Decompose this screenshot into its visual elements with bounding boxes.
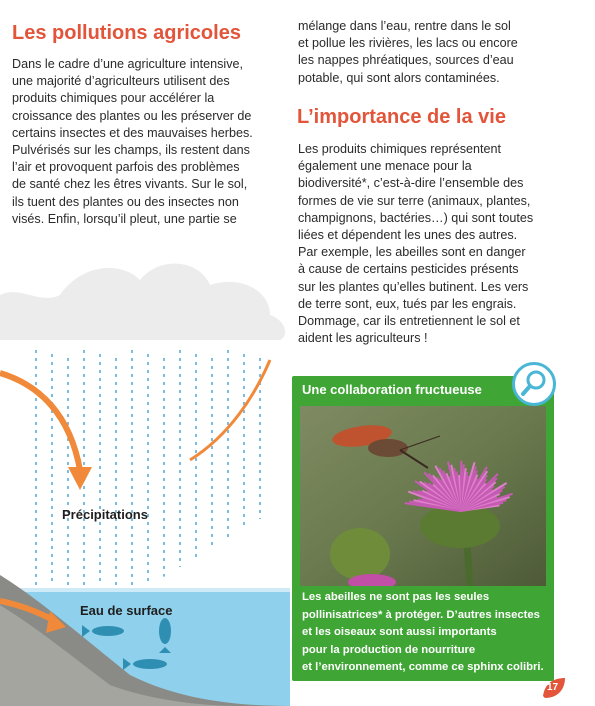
caption-line: pour la production de nourriture xyxy=(302,643,476,656)
text-line: ils tuent des plantes ou des insectes non xyxy=(12,194,239,209)
section-title-pollutions: Les pollutions agricoles xyxy=(12,22,241,44)
text-line: à cause de certains pesticides présents xyxy=(298,262,519,277)
text-line: de santé chez les êtres vivants. Sur le sol, xyxy=(12,177,248,192)
label-surface-water: Eau de surface xyxy=(80,603,173,618)
text-line: formes de vie sur terre (animaux, plantes, xyxy=(298,193,531,208)
text-line: Dommage, car ils entretiennent le sol et xyxy=(298,314,520,329)
caption-line: pollinisatrices* à protéger. D’autres insectes xyxy=(302,608,540,621)
text-line: Par exemple, les abeilles sont en danger xyxy=(298,245,526,260)
text-line: de terre sont, eux, tués par les engrais. xyxy=(298,296,517,311)
sphinx-thistle-photo xyxy=(300,406,546,586)
caption-line: et l’environnement, comme ce sphinx colibri. xyxy=(302,661,544,674)
page-number: 17 xyxy=(547,682,559,693)
cloud-shape xyxy=(0,264,285,340)
caption-line: et les oiseaux sont aussi importants xyxy=(302,626,497,639)
caption-line: Les abeilles ne sont pas les seules xyxy=(302,591,490,603)
water-cycle-illustration xyxy=(0,255,290,706)
collaboration-info-box xyxy=(292,376,554,681)
text-line: potable, qui sont alors contaminées. xyxy=(298,70,500,85)
text-line: visés. Enfin, lorsqu’il pleut, une partie se xyxy=(12,211,237,226)
magnifier-badge xyxy=(512,362,556,406)
text-line: Pulvérisés sur les champs, ils restent dans xyxy=(12,143,250,158)
text-line: l’air et provoquent parfois des problèmes xyxy=(12,160,240,175)
text-line: biodiversité*, c’est-à-dire l’ensemble des xyxy=(298,176,524,191)
water-surface-line xyxy=(0,588,290,592)
arrow-left-head xyxy=(68,467,92,490)
paragraph-importance xyxy=(298,141,566,347)
collaboration-caption xyxy=(302,589,547,677)
photo-drawing xyxy=(300,406,546,586)
text-line: champignons, bactéries…) qui sont toutes xyxy=(298,210,534,225)
paragraph-pollutions xyxy=(12,56,287,228)
text-line: produits chimiques pour accélérer la xyxy=(12,91,215,106)
text-line: croissance des plantes ou les préserver de xyxy=(12,108,252,123)
text-line: certains insectes et des mauvaises herbes. xyxy=(12,125,253,140)
paragraph-pollution-continued xyxy=(298,18,568,87)
magnifier-icon xyxy=(515,365,553,403)
text-line: également une menace pour la xyxy=(298,159,472,174)
text-line: Les produits chimiques représentent xyxy=(298,142,502,156)
water-cycle-drawing xyxy=(0,255,290,706)
text-line: et pollue les rivières, les lacs ou encore xyxy=(298,36,518,51)
thistle-bud xyxy=(330,528,390,580)
text-line: mélange dans l’eau, rentre dans le sol xyxy=(298,19,511,33)
collaboration-title: Une collaboration fructueuse xyxy=(302,382,482,397)
text-line: les nappes phréatiques, sources d’eau xyxy=(298,53,514,68)
text-line: aident les agriculteurs ! xyxy=(298,331,428,346)
arrow-right-curve xyxy=(190,360,270,460)
text-line: liées et dépendent les unes des autres. xyxy=(298,228,518,243)
text-line: sur les plantes qu’elles butinent. Les vers xyxy=(298,279,529,294)
section-title-importance: L’importance de la vie xyxy=(297,106,506,128)
label-precipitations: Précipitations xyxy=(62,507,148,522)
text-line: une majorité d’agriculteurs utilisent des xyxy=(12,74,230,89)
text-line: Dans le cadre d’une agriculture intensive, xyxy=(12,57,244,71)
